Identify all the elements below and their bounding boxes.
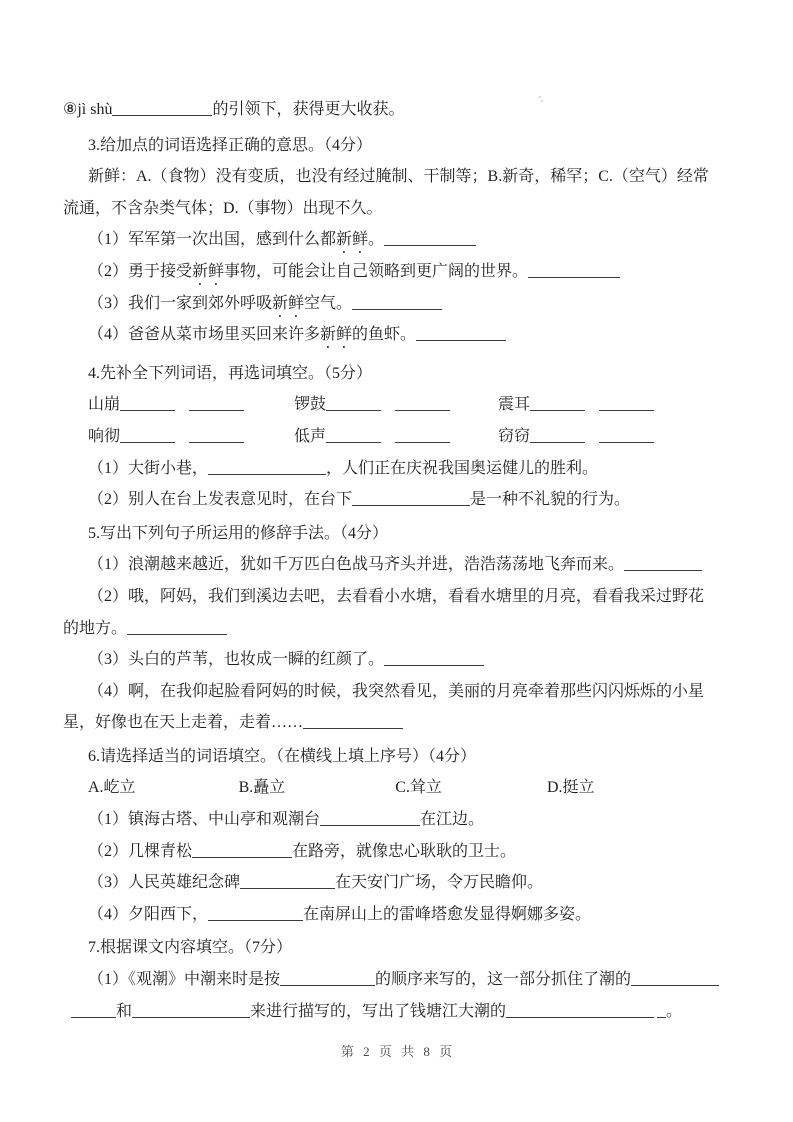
fill-in-blank <box>189 430 244 443</box>
fill-in-blank <box>599 398 654 411</box>
text-run: 的地方。 <box>63 619 128 637</box>
q5-sentence-1 <box>63 549 733 581</box>
q4-sentence-2 <box>63 484 733 516</box>
text-run: B.矗立 <box>238 779 286 797</box>
spacer <box>450 440 498 441</box>
text-run: 山崩 <box>88 396 121 414</box>
emphasized-word: 新鲜 <box>192 262 225 280</box>
fill-in-blank <box>395 398 450 411</box>
q5-sentence-4 <box>63 676 733 708</box>
fill-in-blank <box>384 653 484 666</box>
question-6-title <box>63 741 733 773</box>
text-run: 流通，不含杂类气体；D.（事物）出现不久。 <box>63 199 383 217</box>
text-run: （1）镇海古塔、中山亭和观潮台 <box>88 811 321 829</box>
fill-in-blank <box>352 297 442 310</box>
text-run: 低声 <box>294 427 327 445</box>
item-8-line <box>63 94 733 126</box>
fill-in-blank <box>416 328 506 341</box>
text-run: 5.写出下列句子所运用的修辞手法。（4分） <box>88 524 389 542</box>
fill-in-blank <box>132 1005 250 1018</box>
text-run: 星，好像也在天上走着，走着…… <box>63 714 304 732</box>
q6-options <box>63 772 733 804</box>
fill-in-blank <box>624 558 702 571</box>
q4-word-row-1 <box>63 389 733 421</box>
question-4-title <box>63 358 733 390</box>
fill-in-blank <box>112 103 212 116</box>
text-run: 在路旁，就像忠心耿耿的卫士。 <box>292 842 517 860</box>
text-run: ⑧jì shù <box>63 101 113 118</box>
text-run: （2）几棵青松 <box>88 842 193 860</box>
spacer <box>244 440 294 441</box>
text-run: 空气。 <box>304 294 353 312</box>
text-run: 的顺序来写的，这一部分抓住了潮的 <box>375 971 632 989</box>
spacer <box>63 1015 71 1016</box>
q7-sentence-1-cont <box>63 996 733 1028</box>
spacer <box>442 791 547 792</box>
text-run: ，人们正在庆祝我国奥运健儿的胜利。 <box>326 459 599 477</box>
fill-in-blank <box>208 462 326 475</box>
text-run: 6.请选择适当的词语填空。（在横线上填上序号）（4分） <box>88 747 477 765</box>
spacer <box>244 408 294 409</box>
text-run: （1）《观潮》中潮来时是按 <box>88 971 281 989</box>
emphasized-word: 新鲜 <box>320 326 353 344</box>
fill-in-blank <box>506 1005 654 1018</box>
q3-sentence-4 <box>63 319 733 351</box>
fill-in-blank <box>320 813 420 826</box>
fill-in-blank <box>192 845 292 858</box>
text-run: 新鲜：A.（食物）没有变质，也没有经过腌制、干制等；B.新奇，稀罕；C.（空气）经常 <box>88 168 709 186</box>
emphasized-word: 新鲜 <box>336 231 369 249</box>
fill-in-blank <box>127 622 227 635</box>
text-run: 在南屏山上的雷峰塔愈发显得婀娜多姿。 <box>303 905 592 923</box>
fill-in-blank <box>530 430 585 443</box>
fill-in-blank <box>189 398 244 411</box>
question-3-title <box>63 130 733 162</box>
text-run: （3）我们一家到郊外呼吸 <box>88 294 273 312</box>
text-run: 的鱼虾。 <box>352 326 417 344</box>
q6-sentence-1 <box>63 804 733 836</box>
fill-in-blank <box>631 973 719 986</box>
fill-in-blank <box>352 493 470 506</box>
fill-in-blank <box>240 876 335 889</box>
spacer <box>175 440 189 441</box>
q6-sentence-3 <box>63 867 733 899</box>
spacer <box>381 440 395 441</box>
fill-in-blank <box>530 398 585 411</box>
emphasized-word: 新鲜 <box>272 294 305 312</box>
fill-in-blank <box>71 1005 116 1018</box>
q5-sentence-2 <box>63 581 733 613</box>
text-run: 震耳 <box>498 396 531 414</box>
q6-sentence-4 <box>63 899 733 931</box>
question-5-title <box>63 518 733 550</box>
fill-in-blank <box>528 265 620 278</box>
scan-artifact <box>539 96 543 102</box>
question-3-meanings-cont <box>63 193 733 225</box>
q7-sentence-1 <box>63 964 733 996</box>
fill-in-blank <box>303 716 403 729</box>
fill-in-blank <box>208 908 303 921</box>
question-3-meanings <box>63 161 733 193</box>
text-run: 来进行描写的，写出了钱塘江大潮的 <box>250 1002 507 1020</box>
text-run: 和 <box>116 1002 133 1020</box>
text-run: （4）夕阳西下， <box>88 905 209 923</box>
text-run: 7.根据课文内容填空。（7分） <box>88 939 293 957</box>
fill-in-blank <box>326 398 381 411</box>
text-run: 是一种不礼貌的行为。 <box>470 491 631 509</box>
spacer <box>381 408 395 409</box>
text-run: 的引领下，获得更大收获。 <box>212 101 405 118</box>
spacer <box>585 440 599 441</box>
text-run: 4.先补全下列词语，再选词填空。（5分） <box>88 364 373 382</box>
text-run: （3）人民英雄纪念碑 <box>88 874 241 892</box>
text-run: C.耸立 <box>395 779 442 797</box>
text-run: （2）哦，阿妈，我们到溪边去吧，去看看小水塘，看看水塘里的月亮，看看我采过野花 <box>88 587 705 605</box>
q3-sentence-2 <box>63 256 733 288</box>
text-run: 。 <box>666 1002 683 1020</box>
spacer <box>136 791 239 792</box>
text-run: （3）头白的芦苇，也妆成一瞬的红颜了。 <box>88 651 385 669</box>
q3-sentence-1 <box>63 224 733 256</box>
q4-sentence-1 <box>63 453 733 485</box>
text-run: （1）浪潮越来越近，犹如千万匹白色战马齐头并进，浩浩荡荡地飞奔而来。 <box>88 556 625 574</box>
spacer <box>175 408 189 409</box>
spacer <box>285 791 395 792</box>
page-number-footer: 第 2 页 共 8 页 <box>340 1044 456 1060</box>
q3-sentence-3 <box>63 288 733 320</box>
text-run: 锣鼓 <box>294 396 327 414</box>
fill-in-blank <box>384 233 476 246</box>
q5-sentence-4-cont <box>63 707 733 739</box>
text-run: D.挺立 <box>546 779 595 797</box>
text-run: 在江边。 <box>420 811 485 829</box>
text-run: （4）爸爸从菜市场里买回来许多 <box>88 326 321 344</box>
spacer <box>450 408 498 409</box>
q5-sentence-2-cont <box>63 613 733 645</box>
fill-in-blank <box>657 1005 666 1018</box>
q4-word-row-2 <box>63 421 733 453</box>
text-run: 在天安门广场，令万民瞻仰。 <box>335 874 544 892</box>
fill-in-blank <box>280 973 375 986</box>
text-run: （2）勇于接受 <box>88 262 193 280</box>
text-run: （4）啊，在我仰起脸看阿妈的时候，我突然看见，美丽的月亮牵着那些闪闪烁烁的小星 <box>88 682 705 700</box>
text-run: 窃窃 <box>498 427 531 445</box>
text-run: 。 <box>368 231 385 249</box>
text-run: 响彻 <box>88 427 121 445</box>
fill-in-blank <box>120 430 175 443</box>
q6-sentence-2 <box>63 836 733 868</box>
question-7-title <box>63 932 733 964</box>
text-run: （1）军军第一次出国，感到什么都 <box>88 231 337 249</box>
q5-sentence-3 <box>63 644 733 676</box>
fill-in-blank <box>599 430 654 443</box>
fill-in-blank <box>120 398 175 411</box>
text-run: A.屹立 <box>88 779 136 797</box>
fill-in-blank <box>395 430 450 443</box>
fill-in-blank <box>326 430 381 443</box>
text-run: （1）大街小巷， <box>88 459 209 477</box>
document-body <box>63 94 733 1027</box>
text-run: 事物，可能会让自己领略到更广阔的世界。 <box>224 262 529 280</box>
text-run: 3.给加点的词语选择正确的意思。（4分） <box>88 136 373 154</box>
text-run: （2）别人在台上发表意见时，在台下 <box>88 491 353 509</box>
spacer <box>585 408 599 409</box>
